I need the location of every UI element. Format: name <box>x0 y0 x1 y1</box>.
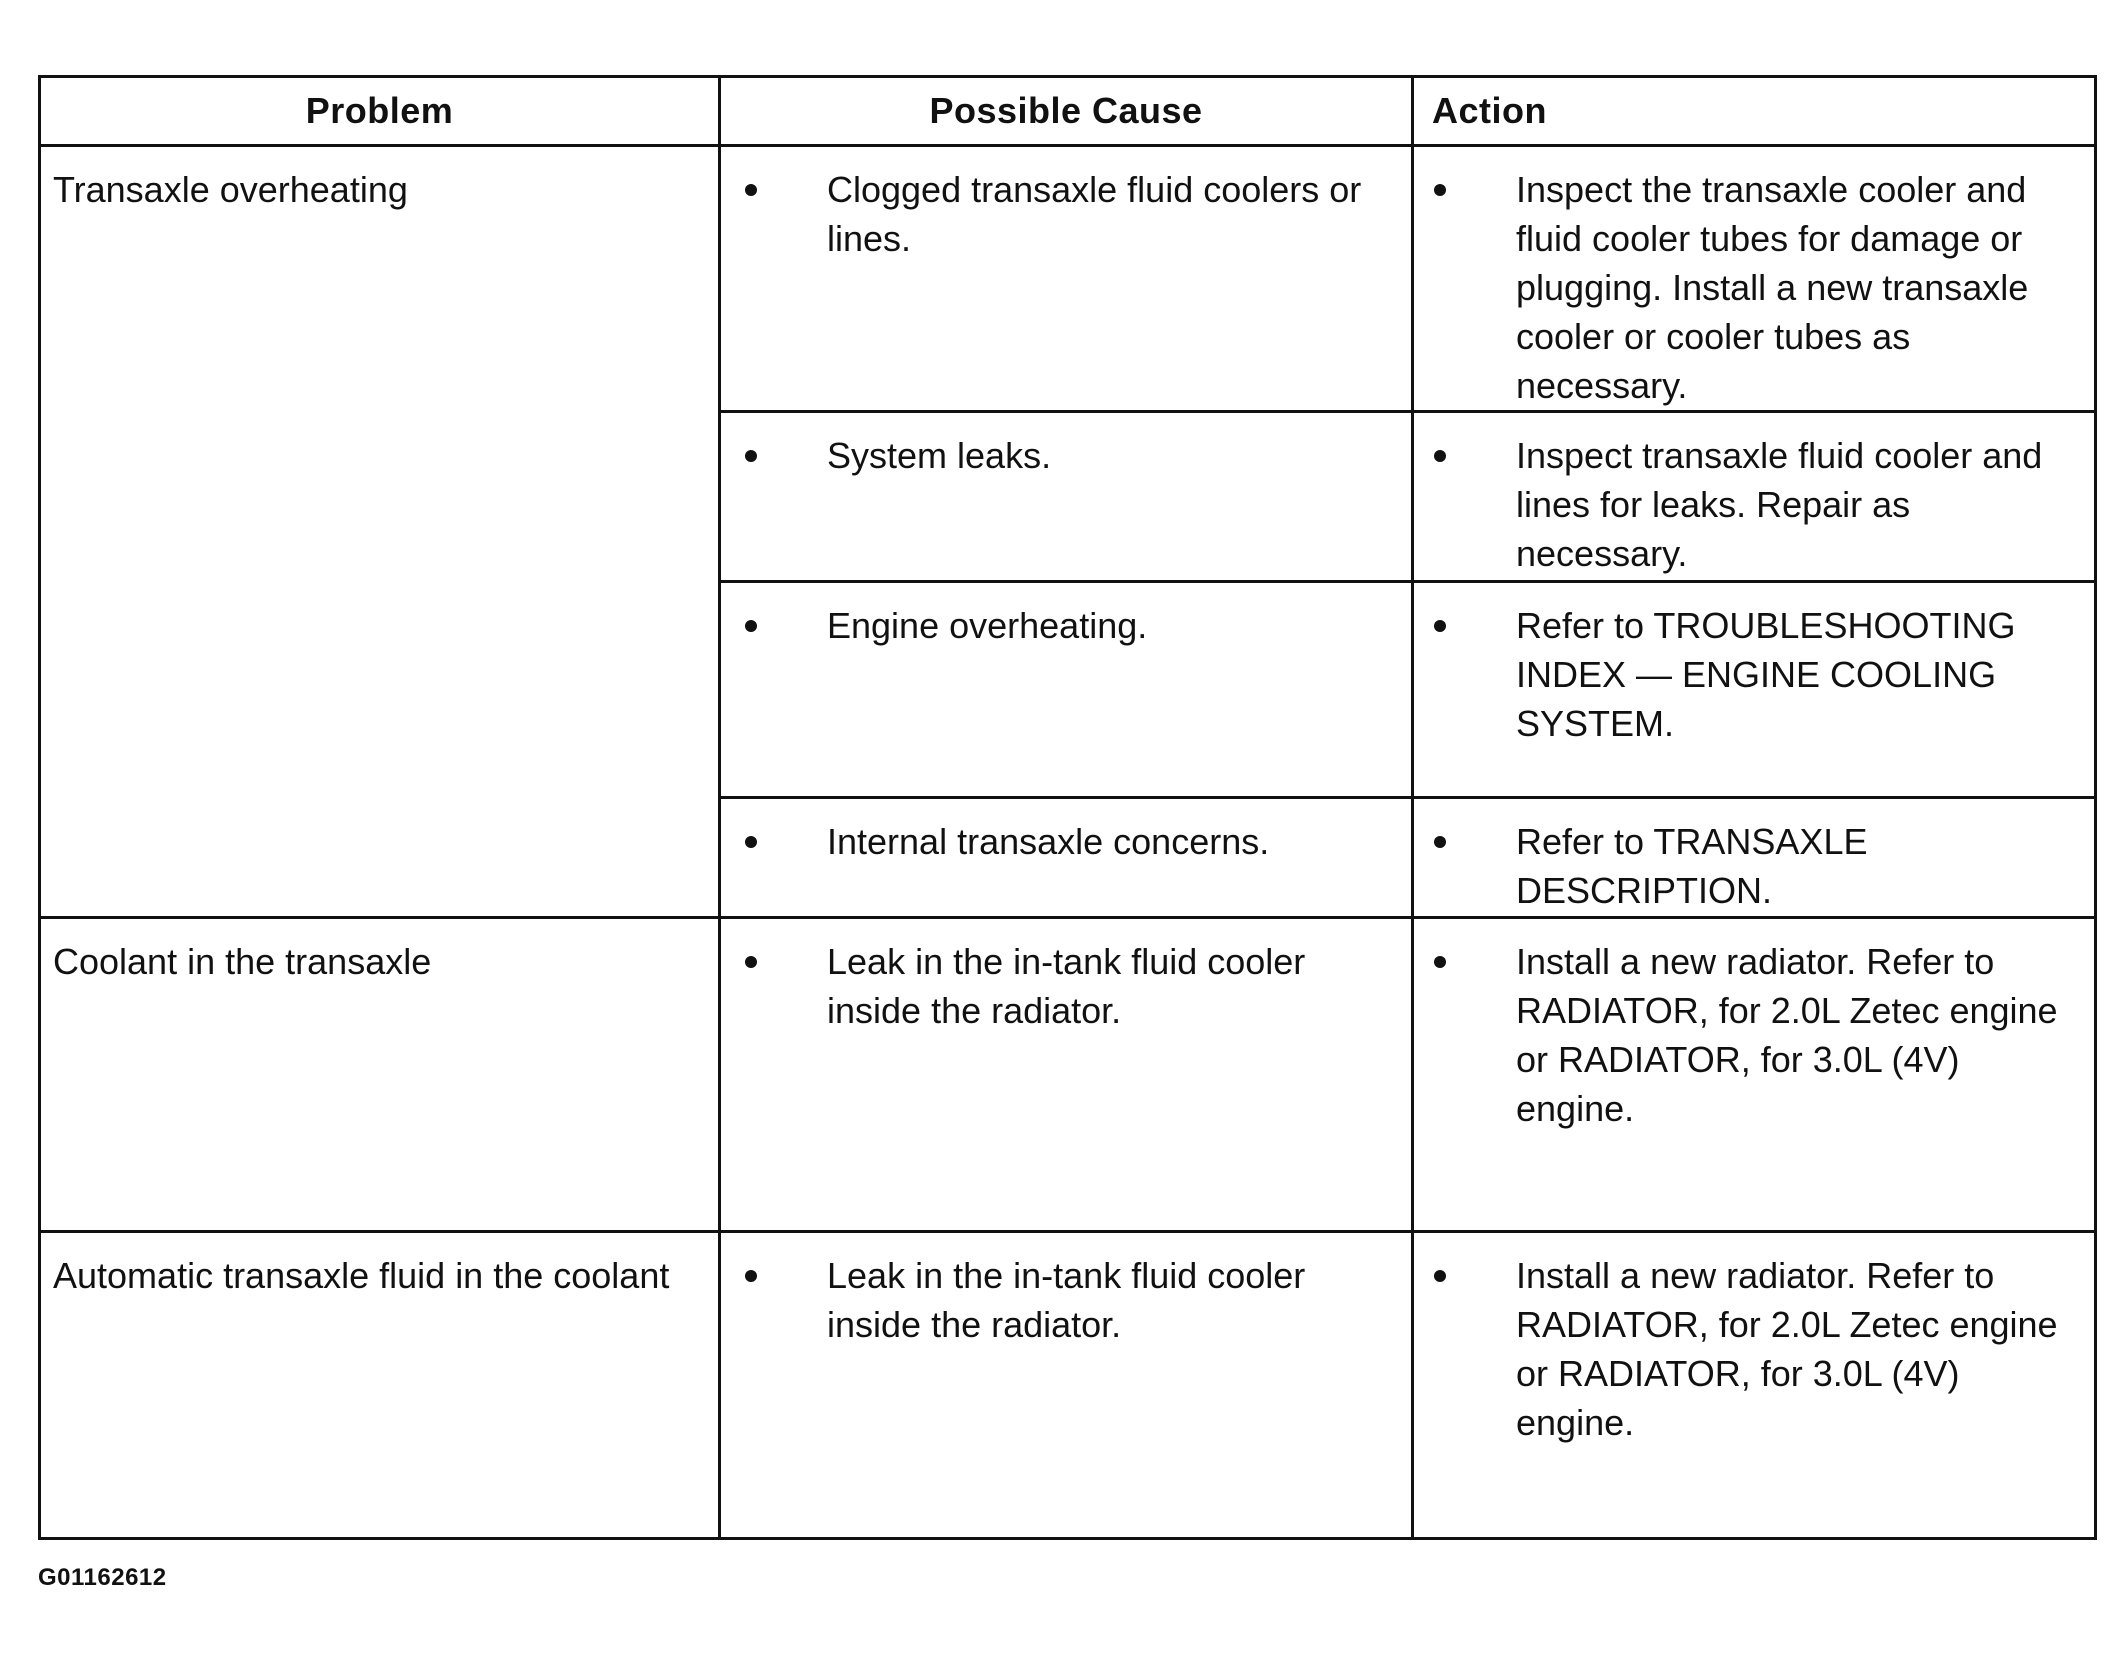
bullet-icon <box>1434 450 1446 462</box>
bullet-icon <box>745 836 757 848</box>
cause-cell <box>720 412 1413 582</box>
action-cell <box>1413 1232 2096 1539</box>
action-text: Install a new radiator. Refer to RADIATOR, for 2.0L Zetec engine or RADIATOR, for 3.0L (4V) engine. <box>1516 941 2058 1129</box>
figure-id: G01162612 <box>38 1564 167 1591</box>
bullet-icon <box>1434 620 1446 632</box>
action-text: Inspect transaxle fluid cooler and lines for leaks. Repair as necessary. <box>1516 435 2043 574</box>
action-cell <box>1413 412 2096 582</box>
action-text: Inspect the transaxle cooler and fluid cooler tubes for damage or plugging. Install a new transaxle cooler or cooler tubes as necessary. <box>1516 169 2029 406</box>
problem-cell: Transaxle overheating <box>40 146 720 918</box>
problem-cell: Automatic transaxle fluid in the coolant <box>40 1232 720 1539</box>
action-text: Refer to TROUBLESHOOTING INDEX — ENGINE COOLING SYSTEM. <box>1516 605 2016 744</box>
table-row <box>40 918 2096 1232</box>
header-possible-cause: Possible Cause <box>720 77 1413 146</box>
cause-cell <box>720 918 1413 1232</box>
table-row <box>40 146 2096 412</box>
bullet-icon <box>1434 836 1446 848</box>
problem-cell: Coolant in the transaxle <box>40 918 720 1232</box>
bullet-icon <box>1434 1270 1446 1282</box>
cause-text: Internal transaxle concerns. <box>827 821 1270 862</box>
bullet-icon <box>745 620 757 632</box>
table-row <box>40 1232 2096 1539</box>
cause-text: Clogged transaxle fluid coolers or lines. <box>827 169 1362 259</box>
cause-text: Leak in the in-tank fluid cooler inside the radiator. <box>827 1255 1306 1345</box>
action-cell <box>1413 798 2096 918</box>
cause-cell <box>720 798 1413 918</box>
bullet-icon <box>745 1270 757 1282</box>
troubleshooting-table <box>38 75 2097 1540</box>
header-row <box>40 77 2096 146</box>
action-cell <box>1413 582 2096 798</box>
bullet-icon <box>745 450 757 462</box>
cause-cell <box>720 146 1413 412</box>
action-cell <box>1413 918 2096 1232</box>
action-text: Install a new radiator. Refer to RADIATOR, for 2.0L Zetec engine or RADIATOR, for 3.0L (4V) engine. <box>1516 1255 2058 1443</box>
action-text: Refer to TRANSAXLE DESCRIPTION. <box>1516 821 1868 911</box>
header-action: Action <box>1413 77 2096 146</box>
cause-cell <box>720 1232 1413 1539</box>
header-problem: Problem <box>40 77 720 146</box>
bullet-icon <box>1434 956 1446 968</box>
bullet-icon <box>745 956 757 968</box>
cause-text: Engine overheating. <box>827 605 1148 646</box>
action-cell <box>1413 146 2096 412</box>
cause-text: Leak in the in-tank fluid cooler inside the radiator. <box>827 941 1306 1031</box>
bullet-icon <box>1434 184 1446 196</box>
cause-cell <box>720 582 1413 798</box>
cause-text: System leaks. <box>827 435 1052 476</box>
bullet-icon <box>745 184 757 196</box>
